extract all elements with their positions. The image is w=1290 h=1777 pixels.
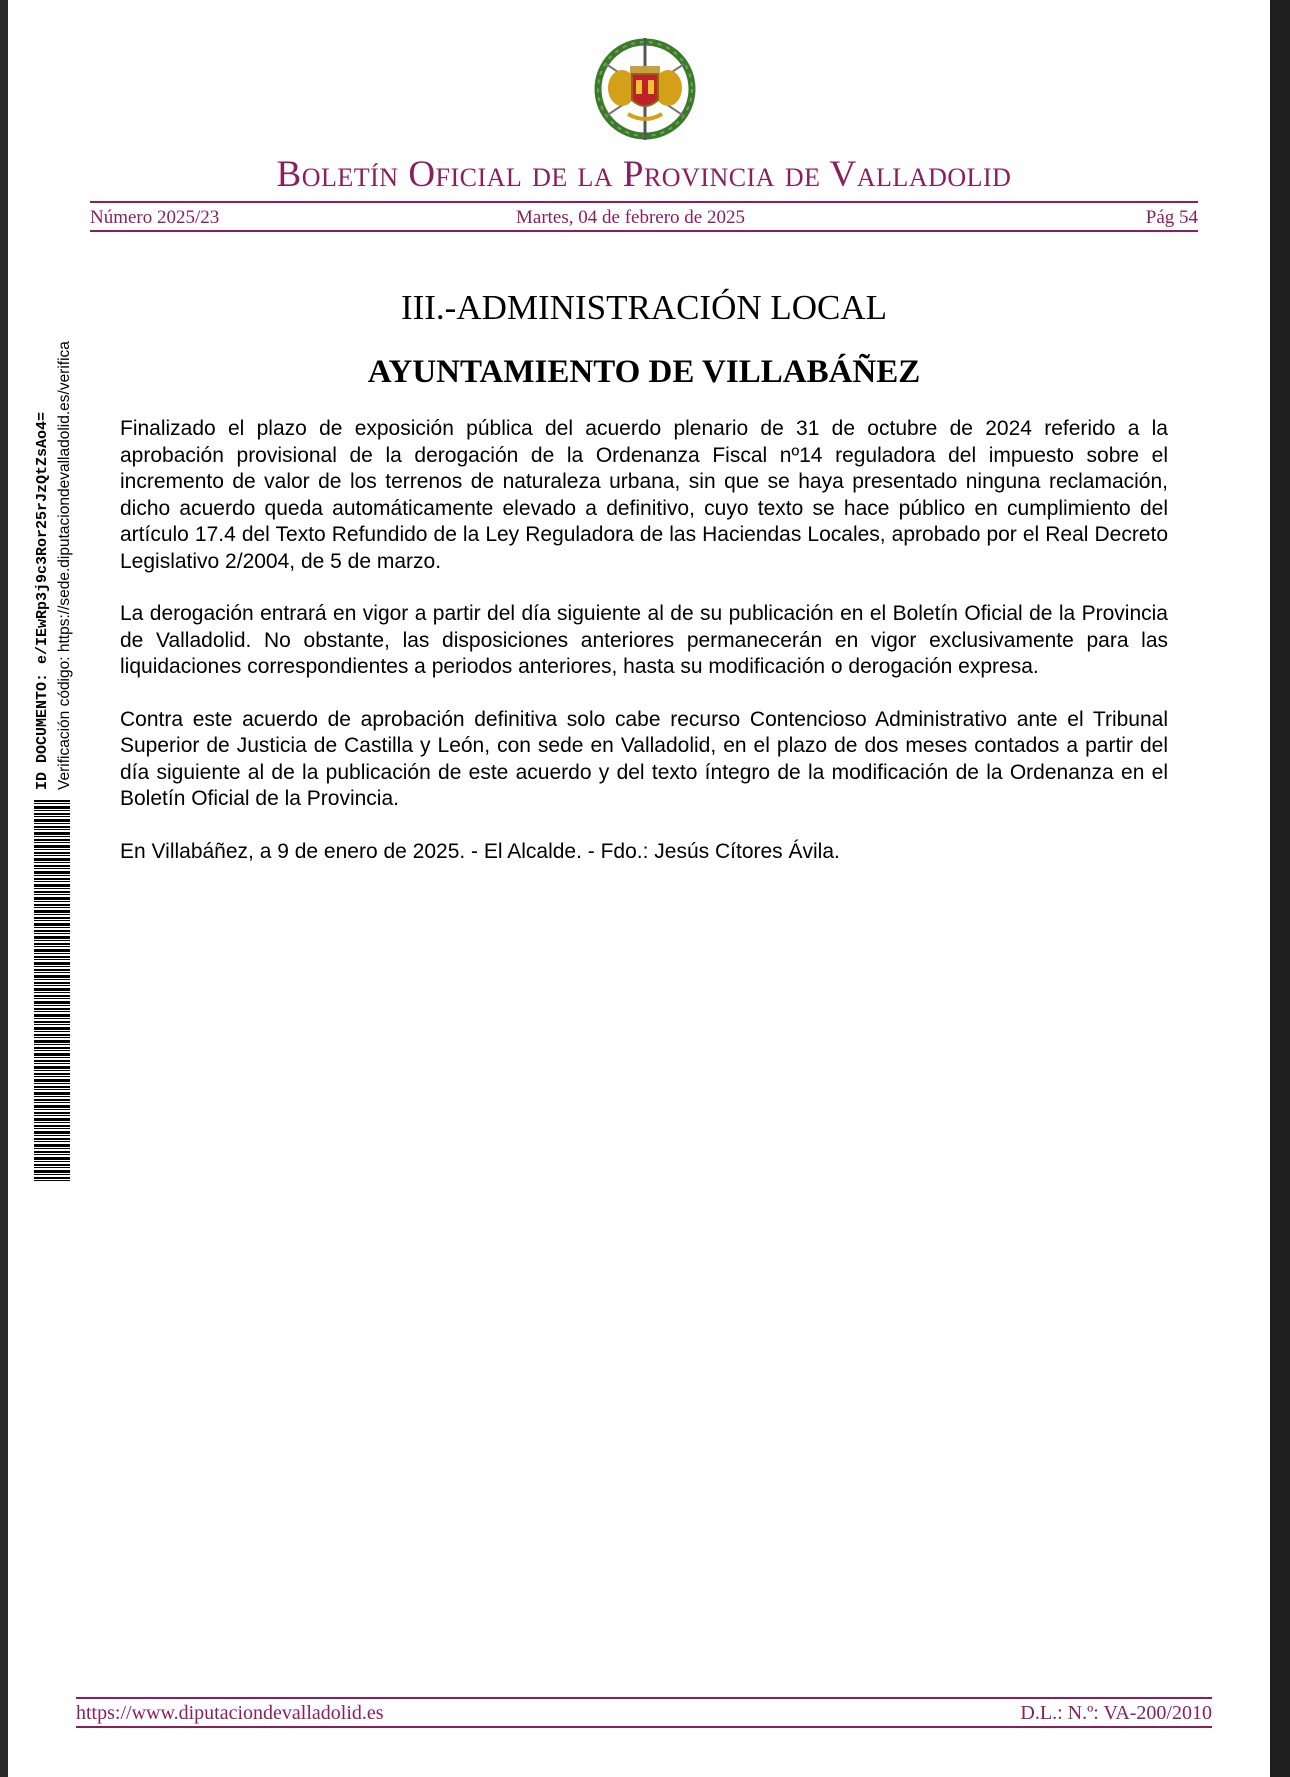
body-paragraph-2: La derogación entrará en vigor a partir del día siguiente al de su publicación en el Boletín Oficial de la Provincia de Valladolid. No obstante, las disposiciones anteriores permanecerán en vigor exclusivamente para las liquidaciones correspondientes a periodos anteriores, hasta su modificación o derogación expresa. [120,602,1168,678]
issue-number: Número 2025/23 [90,207,220,228]
masthead-title: Boletín Oficial de la Provincia de Valladolid [276,154,1012,195]
issue-date: Martes, 04 de febrero de 2025 [516,207,745,228]
body-paragraph-1: Finalizado el plazo de exposición pública del acuerdo plenario de 31 de octubre de 2024 referido a la aprobación provisional de la derogación de la Ordenanza Fiscal nº14 reguladora del impuesto sobre el incremento de valor de los terrenos de naturaleza urbana, sin que se haya presentado ninguna reclamación, dicho acuerdo queda automáticamente elevado a definitivo, cuyo texto se hace público en cumplimiento del artículo 17.4 del Texto Refundido de la Ley Reguladora de las Haciendas Locales, aprobado por el Real Decreto Legislativo 2/2004, de 5 de marzo. [120,417,1168,573]
footer-rule-top [76,1697,1212,1699]
footer-website-link[interactable]: https://www.diputaciondevalladolid.es [76,1702,384,1724]
legal-deposit: D.L.: N.º: VA-200/2010 [1020,1702,1212,1724]
entity-title: AYUNTAMIENTO DE VILLABÁÑEZ [367,354,921,390]
masthead-rule-top [90,201,1198,203]
masthead-rule-bottom [90,230,1198,232]
announcement-body [120,416,1168,891]
body-paragraph-3: Contra este acuerdo de aprobación definitiva solo cabe recurso Contencioso Administrativo ante el Tribunal Superior de Justicia de Castilla y León, con sede en Valladolid, en el plazo de dos meses contados a partir del día siguiente al de la publicación de este acuerdo y del texto íntegro de la modificación de la Ordenanza en el Boletín Oficial de la Provincia. [120,707,1168,810]
page-number: Pág 54 [1145,207,1198,228]
barcode-icon [34,800,70,1182]
document-id: ID DOCUMENTO: e/IEwRp3j9c3Ror25rJzQtZsAo4= [34,411,51,790]
coat-of-arms-icon [592,36,698,142]
verification-code-link[interactable]: Verificación código: https://sede.diputaciondevalladolid.es/verifica [56,341,73,790]
signature-line: En Villabáñez, a 9 de enero de 2025. - El Alcalde. - Fdo.: Jesús Cítores Ávila. [120,839,840,863]
viewer-edge [1270,0,1290,1777]
section-title: III.-ADMINISTRACIÓN LOCAL [400,288,888,327]
footer-rule-bottom [76,1726,1212,1728]
